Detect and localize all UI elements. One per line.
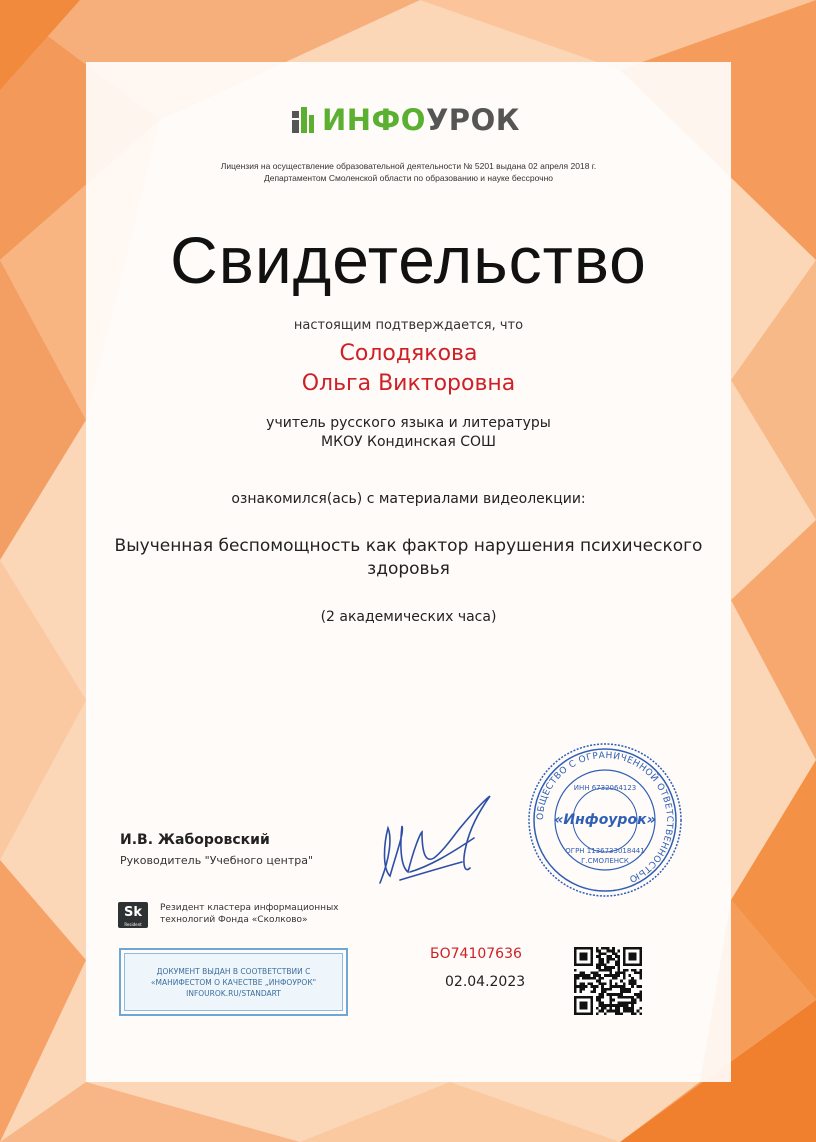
company-stamp bbox=[525, 740, 685, 900]
skolkovo-line-1: Резидент кластера информационных bbox=[160, 903, 339, 913]
recipient-given-name: Ольга Викторовна bbox=[301, 371, 516, 396]
stamp-ring-text: ОБЩЕСТВО С ОГРАНИЧЕННОЙ ОТВЕТСТВЕННОСТЬЮ bbox=[535, 750, 675, 884]
qr-code-icon bbox=[574, 947, 642, 1015]
skolkovo-line-2: технологий Фонда «Сколково» bbox=[160, 915, 308, 925]
recipient-surname: Солодякова bbox=[339, 341, 478, 366]
stamp-center-text: «Инфоурок» bbox=[554, 812, 656, 828]
skolkovo-logo bbox=[118, 902, 148, 928]
logo-text-info: ИНФО bbox=[322, 103, 426, 137]
stamp-city: Г.СМОЛЕНСК bbox=[581, 857, 629, 865]
certificate-title: Свидетельство bbox=[170, 223, 647, 297]
document-number: БО74107636 bbox=[430, 946, 522, 962]
logo-text-urok: УРОК bbox=[425, 103, 520, 137]
license-line-1: Лицензия на осуществление образовательной деятельности № 5201 выдана 02 апреля 2018 г. bbox=[220, 161, 597, 171]
skolkovo-resident-text bbox=[160, 902, 350, 926]
manifest-line-1: ДОКУМЕНТ ВЫДАН В СООТВЕТСТВИИ С bbox=[156, 966, 311, 976]
academic-hours: (2 академических часа) bbox=[320, 609, 497, 625]
manifest-line-2: «МАНИФЕСТОМ О КАЧЕСТВЕ „ИНФОУРОК" bbox=[150, 977, 317, 987]
infourok-logo-icon bbox=[290, 103, 316, 137]
confirm-text: настоящим подтверждается, что bbox=[293, 318, 524, 333]
stamp-ogrn: ОГРН 1136733018441 bbox=[565, 847, 645, 855]
position-school: МКОУ Кондинская СОШ bbox=[321, 434, 496, 450]
lecture-topic bbox=[86, 535, 731, 581]
manifest-badge bbox=[119, 948, 348, 1016]
intro-text: ознакомился(ась) с материалами видеолекции: bbox=[231, 491, 586, 507]
document-date: 02.04.2023 bbox=[445, 974, 526, 990]
stamp-inn: ИНН 6732064123 bbox=[573, 784, 637, 792]
infourok-logo bbox=[290, 100, 530, 140]
license-text bbox=[86, 160, 731, 184]
signer-name: И.В. Жаборовский bbox=[120, 832, 270, 848]
recipient-position bbox=[86, 414, 731, 452]
skolkovo-logo-text: Sk bbox=[123, 905, 142, 920]
topic-line-1: Выученная беспомощность как фактор нарушения психического bbox=[114, 536, 703, 556]
topic-line-2: здоровья bbox=[367, 559, 450, 579]
manifest-badge-inner bbox=[124, 953, 343, 1011]
signer-role: Руководитель "Учебного центра" bbox=[120, 854, 314, 867]
license-line-2: Департаментом Смоленской области по образованию и науке бессрочно bbox=[263, 173, 554, 183]
signature-image bbox=[370, 788, 500, 903]
skolkovo-logo-sub: Resident bbox=[124, 922, 142, 927]
manifest-line-3: INFOUROK.RU/STANDART bbox=[186, 988, 281, 998]
position-job: учитель русского языка и литературы bbox=[266, 415, 551, 431]
